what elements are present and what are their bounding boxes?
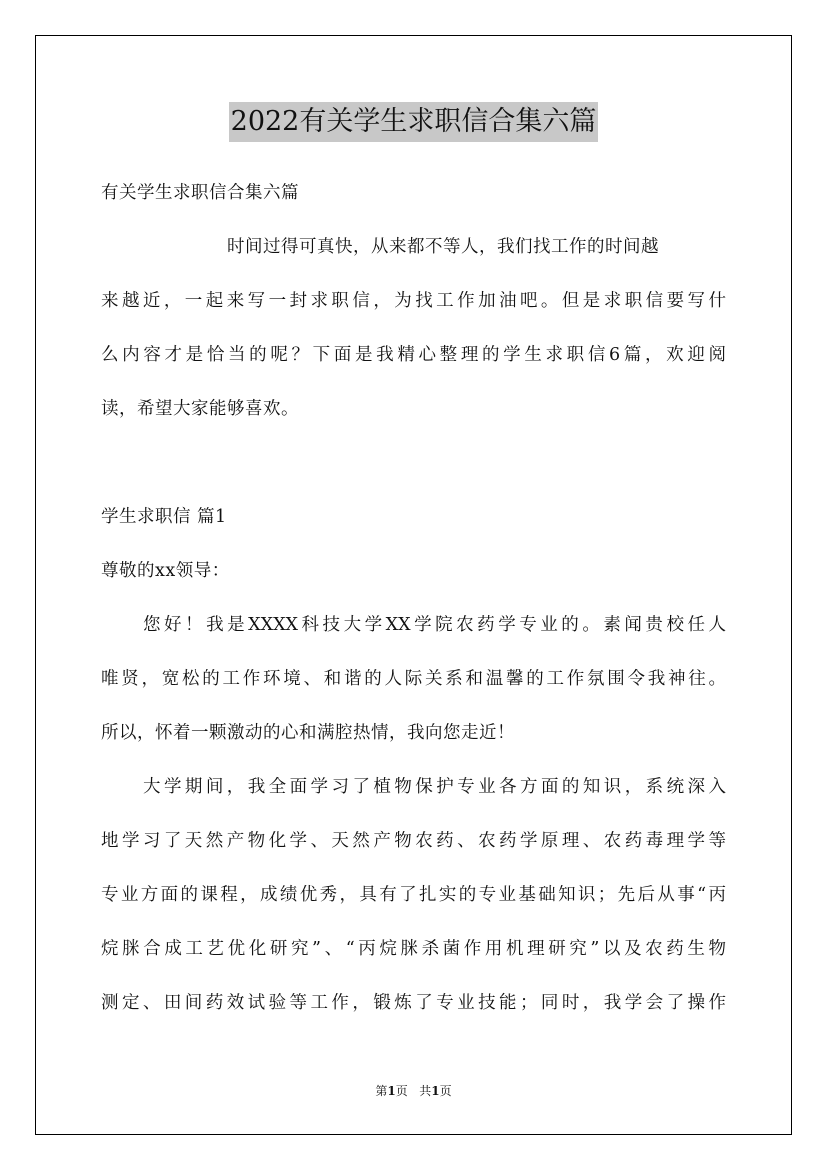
paragraph2-line-4: 烷脒合成工艺优化研究”、“丙烷脒杀菌作用机理研究”以及农药生物 [101, 939, 726, 959]
salutation: 尊敬的xx领导： [101, 561, 230, 581]
paragraph1-line-1: 您好！我是XXXX科技大学XX学院农药学专业的。素闻贵校任人 [143, 615, 726, 635]
intro-line-2: 来越近，一起来写一封求职信，为找工作加油吧。但是求职信要写什 [101, 291, 726, 311]
page-prefix: 第 [375, 1084, 388, 1098]
paragraph2-line-3: 专业方面的课程，成绩优秀，具有了扎实的专业基础知识；先后从事“丙 [101, 885, 726, 905]
title-container [0, 102, 827, 142]
document-title: 2022有关学生求职信合集六篇 [229, 102, 599, 142]
page-suffix: 页 [395, 1084, 408, 1098]
paragraph2-line-1: 大学期间，我全面学习了植物保护专业各方面的知识，系统深入 [143, 777, 726, 797]
document-subtitle: 有关学生求职信合集六篇 [101, 183, 299, 203]
total-suffix: 页 [439, 1084, 452, 1098]
total-prefix: 共 [419, 1084, 432, 1098]
page-number: 1 [387, 1084, 396, 1098]
paragraph2-line-2: 地学习了天然产物化学、天然产物农药、农药学原理、农药毒理学等 [101, 831, 726, 851]
paragraph1-line-3: 所以，怀着一颗激动的心和满腔热情，我向您走近！ [101, 723, 515, 743]
intro-line-4: 读，希望大家能够喜欢。 [101, 399, 299, 419]
page-footer [0, 1082, 827, 1100]
paragraph1-line-2: 唯贤，宽松的工作环境、和谐的人际关系和温馨的工作氛围令我神往。 [101, 669, 726, 689]
intro-line-1: 时间过得可真快，从来都不等人，我们找工作的时间越 [227, 237, 659, 257]
total-pages: 1 [431, 1084, 440, 1098]
paragraph2-line-5: 测定、田间药效试验等工作，锻炼了专业技能；同时，我学会了操作 [101, 993, 726, 1013]
intro-line-3: 么内容才是恰当的呢？下面是我精心整理的学生求职信6篇，欢迎阅 [101, 345, 726, 365]
section-heading: 学生求职信 篇1 [101, 507, 227, 527]
